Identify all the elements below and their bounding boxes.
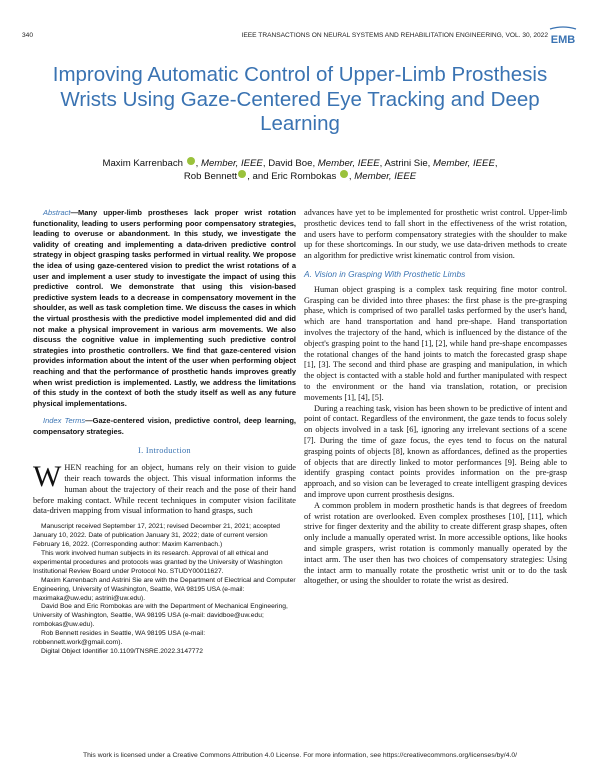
author-name: , and Eric Rombokas [247, 171, 337, 182]
orcid-icon[interactable] [340, 170, 348, 178]
footnote: Rob Bennett resides in Seattle, WA 98195 USA (e-mail: robbennett.work@gmail.com). [33, 630, 206, 647]
footnote: This work involved human subjects in its research. Approval of all ethical and experimental procedures and protocols was granted by the University of Washington Institutional Review Board under Protocol No. STUDY00011627. [33, 549, 283, 575]
license-footer: This work is licensed under a Creative Commons Attribution 4.0 License. For more information, see https://creativecommons.org/licenses/by/4.0/ [82, 752, 518, 759]
index-terms-label: Index Terms [43, 416, 86, 426]
emb-logo-text: EMB [550, 34, 576, 46]
body-paragraph: Human object grasping is a complex task requiring fine motor control. Grasping can be divided into three phases: the first phase is the pre-grasping phase, which is comprised of two parallel tasks performed by the user's hand, which are hand transportation and hand pre-shape. Hand transportation involves the trajectory of the hand, which is influenced by the distance of the object's grasping point to the hand [1], [2], while hand pre-shape encompasses the rotational changes of the hand joints to match the forecasted grasp shape [1], [3]. The second and third phase are grasping and manipulation, in which the object is contacted with a stable hold and further manipulated with respect to the environment or the hand via translation, rotation, or precision movements [1], [4], [5]. [304, 284, 567, 402]
emb-logo [548, 26, 578, 46]
footnotes [33, 523, 296, 657]
right-column [304, 208, 567, 587]
body-paragraph: advances have yet to be implemented for prosthetic wrist control. Upper-limb prosthetic devices tend to fall short in the effectiveness of the wrist rotation, and users have to perform compensatory strategies with the shoulder to make up for these shortcomings. In our study, we use data-driven methods to create an algorithm for predictive wrist kinematic control from vision. [304, 208, 567, 261]
left-column [33, 208, 296, 657]
body-paragraph: During a reaching task, vision has been shown to be predictive of intent and point of contact. Regardless of the environment, the gaze tends to focus solely on objects involved in a task [6], ignoring any irrelevant sections of a scene [7]. During the time of gaze focus, the eyes tend to focus on the natural grasping points of objects [8], known as affordances, defined as the properties of objects that are directly linked to motor performances [9]. Being able to identify grasping contact points provides information on the pre-grasp approach, and so vision can be leveraged to create intelligent grasping devices and improve upon current prosthesis designs. [304, 403, 567, 499]
footnote: Maxim Karrenbach and Astrini Sie are with the Department of Electrical and Computer Engineering, University of Washington, Seattle, WA 98195 USA (e-mail: maximaka@uw.edu; astrini@uw.edu). [33, 576, 296, 602]
author-role: Member, IEEE [200, 158, 263, 169]
author-name: David Boe, [268, 158, 316, 169]
abstract [33, 208, 296, 409]
author-role: Member, IEEE [317, 158, 380, 169]
footnote: Manuscript received September 17, 2021; revised December 21, 2021; accepted January 10, 2022. Date of publication January 31, 2022; date of current version February 16, 2022. (Corresponding author: Maxim Karrenbach.) [33, 523, 281, 549]
index-terms-text: —Gaze-centered vision, predictive control, deep learning, compensatory strategies. [33, 416, 296, 436]
body-paragraph: A common problem in modern prosthetic hands is that degrees of freedom of wrist rotation are overlooked. Even complex prostheses [10], [11], which strive for finger dexterity and the ability to create different grasp shapes, often only include a manually operated wrist. In more accessible options, like hooks and simple graspers, wrist rotation is commonly manually operated by the intact arm. The user then has two choices of compensatory strategies: Using the intact arm to manually rotate the prosthetic wrist unit or to do the task altogether, or using the shoulder to rotate the wrist as desired. [304, 500, 567, 586]
intro-paragraph: WHEN reaching for an object, humans rely on their vision to guide their reach towards the object. This visual information informs the human about the trajectory of their reach and the pose of their hand before making contact. While recent techniques in computer vision facilitate data-driven mapping from visual information to hand grasps, such [33, 460, 296, 516]
author-list: Maxim Karrenbach , Member, IEEE, David Boe, Member, IEEE, Astrini Sie, Member, IEEE, Rob Bennett , and Eric Rombokas , Member, IEEE [102, 158, 498, 182]
orcid-icon[interactable] [238, 170, 246, 178]
drop-cap: W [33, 460, 62, 494]
abstract-label: Abstract [43, 208, 71, 217]
running-header [22, 30, 548, 42]
footnote: Digital Object Identifier 10.1109/TNSRE.2022.3147772 [41, 647, 203, 655]
author-role: Member, IEEE [354, 171, 417, 182]
author-name: Maxim Karrenbach [102, 158, 183, 169]
orcid-icon[interactable] [187, 157, 195, 165]
page-number: 340 [22, 32, 34, 39]
footnote: David Boe and Eric Rombokas are with the Department of Mechanical Engineering, University of Washington, Seattle, WA 98195 USA (e-mail: davidboe@uw.edu; rombokas@uw.edu). [33, 603, 288, 629]
index-terms [33, 416, 296, 437]
subsection-heading: A. Vision in Grasping With Prosthetic Limbs [304, 268, 466, 279]
abstract-text: —Many upper-limb prostheses lack proper wrist rotation functionality, leading to users performing poor compensatory strategies, leading to overuse or abandonment. In this study, we investigate the validity of creating and implementing a data-driven predictive control strategy in object grasping tasks performed in virtual reality. We propose the idea of using gaze-centered vision to predict the wrist rotations of a user and implement a user study to investigate the impact of using this predictive control. We demonstrate that using this vision-based predictive system leads to a decrease in compensatory movement in the shoulder, as well as task completion time. We discuss the cases in which the virtual prosthesis with the predictive model implemented did and did not make a physical improvement in various arm movements. We also discuss the cognitive value in implementing such predictive control strategies into prosthetic controllers. We find that gaze-centered vision provides information about the intent of the user when performing object reaching and that the performance of prosthetic hands improves greatly when wrist prediction is implemented. Lastly, we address the limitations of this study in the context of both the study itself as well as any future physical implementations. [33, 208, 296, 408]
section-heading: I. Introduction [138, 446, 191, 456]
author-name: Rob Bennett [183, 171, 238, 182]
author-name: Astrini Sie, [384, 158, 431, 169]
paper-title: Improving Automatic Control of Upper-Limb Prosthesis Wrists Using Gaze-Centered Eye Tracking and Deep Learning [52, 63, 548, 135]
author-role: Member, IEEE [433, 158, 495, 169]
journal-name: IEEE TRANSACTIONS ON NEURAL SYSTEMS AND REHABILITATION ENGINEERING, VOL. 30, 2022 [241, 32, 548, 39]
